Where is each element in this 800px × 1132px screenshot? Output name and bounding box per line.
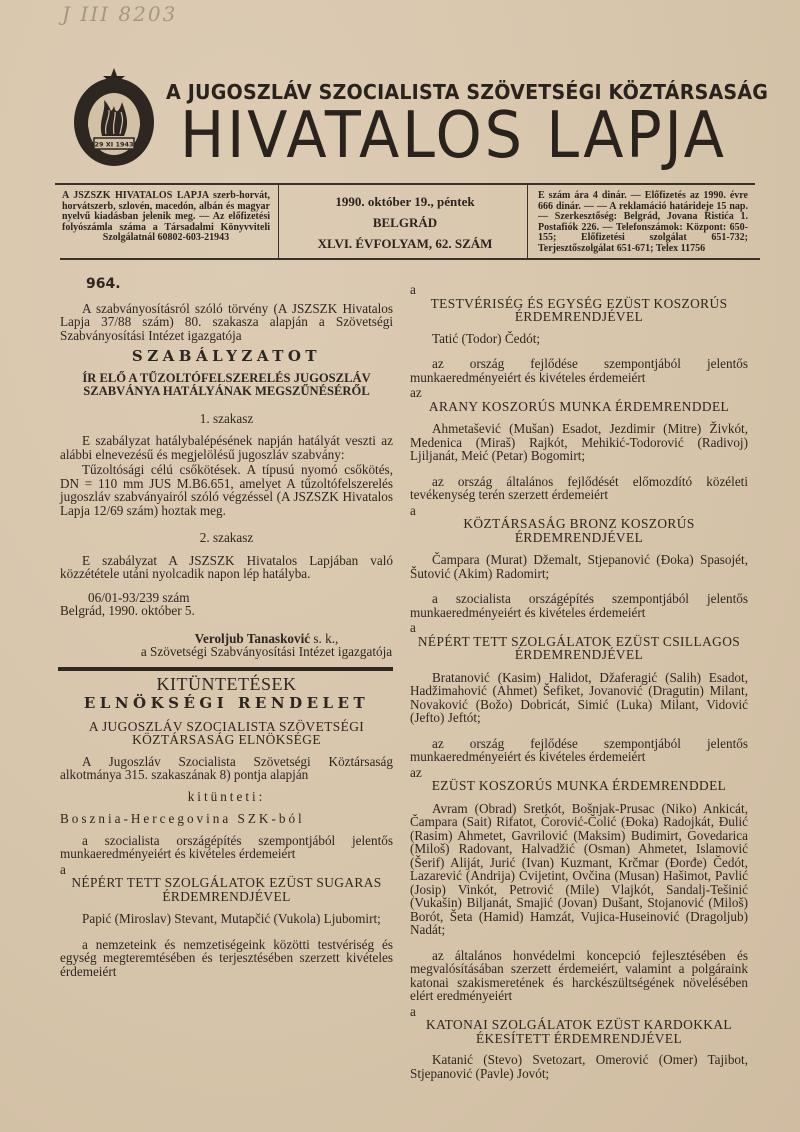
recipient-names: Ahmetašević (Mušan) Esadot, Jezdimir (Mitre) Živkót, Medenica (Miraš) Rajkót, Mehikić-Todorović (Radivoj) Ljiljanát, Meić (Petar) Bogomirt; [410,421,748,463]
order-name: ARANY KOSZORÚS MUNKA ÉRDEMRENDDEL [428,398,730,414]
decree-type: ELNÖKSÉGI RENDELET [83,694,370,712]
emblem-date: 29 XI 1943 [94,140,134,149]
region-heading: Bosznia-Hercegovina SZK-ból [60,811,305,826]
section-2-text: E szabályzat A JSZSZK Hivatalos Lapjában való közzététele utáni nyolcadik napon lép hatályba. [60,552,393,581]
preamble: A szabványosításról szóló törvény (A JSZSZK Hivatalos Lapja 37/88 szám) 80. szakasza alapján a Szövetségi Szabványosítási Intézet igazgatója [60,300,393,343]
merit-text: az ország általános fejlődését előmozdító közéleti tevékenység terén szerzett érdemeiért [410,473,748,502]
recipient-names: Papić (Miroslav) Stevant, Mutapčić (Vukola) Ljubomirt; [82,911,381,926]
header-rule-top [55,183,755,185]
signature-block [140,632,393,659]
article: a [410,620,416,635]
left-column [60,278,393,986]
order-name: KÖZTÁRSASÁG BRONZ KOSZORÚS ÉRDEMRENDJÉVEL [463,516,695,545]
decree-verb: kitünteti: [187,788,266,804]
section-1-text: E szabályzat hatálybalépésének napján hatályát veszti az alábbi elnevezésű és megjelölésű jugoszláv szabvány: [60,433,393,462]
recipient-names: Tatić (Todor) Čedót; [432,330,541,346]
header-rule-bottom [60,258,760,260]
state-emblem-icon [68,66,160,171]
recipient-names: Katanić (Stevo) Svetozart, Omerović (Omer) Tajibot, Stjepanović (Pavle) Jovót; [410,1052,748,1081]
legal-basis: A Jugoszláv Szocialista Szövetségi Köztársaság alkotmánya 315. szakaszának 8) pontja alapján [60,753,393,782]
masthead [60,58,769,176]
section-1-heading: 1. szakasz [199,410,254,426]
merit-text: a nemzeteink és nemzetiségeink közötti testvériség és egység megteremtésében és terjesztésében szerzett kivételes érdemeiért [60,936,393,979]
article: a [410,502,416,518]
issuer: A JUGOSZLÁV SZOCIALISTA SZÖVETSÉGI KÖZTÁRSASÁG ELNÖKSÉGE [88,718,365,747]
header-divider [278,185,279,258]
reference-number: 06/01-93/239 szám [88,589,190,605]
section-1-item: Tűzoltósági célú csőkötések. A típusú nyomó csőkötés, DN = 110 mm JUS M.B6.651, amelyet A tűzoltófelszerelés jugoszláv szabványairól szóló végzéssel (A JSZSZK Hivatalos Lapja 12/69 szám) hoztak meg. [60,462,393,518]
section-divider [58,667,393,671]
order-name: NÉPÉRT TETT SZOLGÁLATOK EZÜST CSILLAGOS ÉRDEMRENDJÉVEL [417,633,741,662]
place-date: Belgrád, 1990. október 5. [60,603,195,618]
merit-text: az ország fejlődése szempontjából jelentős munkaeredményeiért és kivételes érdemeiért [410,356,748,385]
doc-type: SZABÁLYZATOT [131,347,322,365]
item-number: 964. [86,276,121,292]
right-column [410,283,748,1088]
order-name: TESTVÉRISÉG ÉS EGYSÉG EZÜST KOSZORÚS ÉRDEMRENDJÉVEL [430,295,728,324]
archive-handwritten-mark: J III 8203 [62,2,178,26]
section-2-heading: 2. szakasz [199,530,254,545]
masthead-subtitle: A JUGOSZLÁV SZOCIALISTA SZÖVETSÉGI KÖZTÁRSASÁG [166,80,769,104]
masthead-title: HIVATALOS LAPJA [180,99,727,173]
header-issue-info [290,187,520,260]
recipient-names: Avram (Obrad) Sretkót, Bošnjak-Prusac (Niko) Ankicát, Čampara (Sait) Rifatot, Ćorović-Čolić (Đoka) Radojkát, Đulić (Rasim) Ahmetet, Gavrilović (Maksim) Budimirt, Govedarica (Miloš) Radovant, Halvadžić (Osman) Ahmetet, Islamović (Šerif) Aliját, Jurić (Ivan) Kuzmant, Krčmar (Đorđe) Čedót, Lazarević (Andrija) Cvijetint, Ovčina (Musan) Hašimot, Pavlić (Josip) Vinkót, Petrović (Mile) Vlajkót, Sandalj-Tešinić (Vukašin) Biljanát, Smajić (Jovan) Dušant, Stojanović (Miloš) Borót, Šeta (Hamid) Hamzát, Vujica-Huseinović (Dragoljub) Nadát; [410,800,748,937]
signer-suffix: s. k., [310,630,339,646]
issue-city: BELGRÁD [372,215,438,230]
signer-name: Veroljub Tanasković [194,630,311,646]
issue-date: 1990. október 19., péntek [335,194,475,209]
merit-text: a szocialista országépítés szempontjából jelentős munkaeredményeiért és kivételes érdemeiért [410,591,748,620]
header-publication-info: A JSZSZK HIVATALOS LAPJA szerb-horvát, horvátszerb, szlovén, macedón, albán és magyar nyelvű kiadásban jelenik meg. — Az előfizetési folyószámla száma a Társadalmi Könyvviteli Szolgálatnál 60802-603-21943 [62,190,270,243]
article: a [60,861,66,877]
article: az [410,764,422,780]
header-divider [527,185,528,258]
doc-title: ÍR ELŐ A TŰZOLTÓFELSZERELÉS JUGOSZLÁV SZABVÁNYA HATÁLYÁNAK MEGSZŰNÉSÉRŐL [82,370,371,398]
merit-text: az általános honvédelmi koncepció fejlesztésében és megvalósításában szerzett érdemeiért, valamint a polgáraink katonai szakismeretének és harckészültségének növelésében elért eredményeiért [410,947,748,1003]
article: a [410,282,416,297]
signer-title: a Szövetségi Szabványosítási Intézet igazgatója [140,644,393,659]
header-price-contact: E szám ára 4 dinár. — Előfizetés az 1990. évre 666 dinár. — — A reklamáció határideje 15 nap. — Szerkesztőség: Belgrád, Jovana Ristića 1. Postafiók 226. — Telefonszámok: Központ: 650-155; Előfizetési szolgálat 651-732; Terjesztőszolgálat 651-671; Telex 11756 [538,190,748,254]
order-name: KATONAI SZOLGÁLATOK EZÜST KARDOKKAL ÉKESÍTETT ÉRDEMRENDJÉVEL [426,1017,732,1046]
order-name: NÉPÉRT TETT SZOLGÁLATOK EZÜST SUGARAS ÉRDEMRENDJÉVEL [71,875,382,904]
issue-volume: XLVI. ÉVFOLYAM, 62. SZÁM [317,236,493,251]
awards-heading: KITÜNTETÉSEK [156,673,297,694]
order-name: EZÜST KOSZORÚS MUNKA ÉRDEMRENDDEL [431,778,727,793]
article: a [410,1003,416,1019]
recipient-names: Bratanović (Kasim) Halidot, Džaferagić (Salih) Esadot, Hadžimahović (Ahmet) Šefiket, Jovanović (Dragutin) Milant, Novaković (Božo) Dobricát, Simić (Luka) Milant, Vidović (Jefto) Jeftót; [410,669,748,725]
merit-text: a szocialista országépítés szempontjából jelentős munkaeredményeiért és kivételes érdemeiért [60,832,393,861]
recipient-names: Čampara (Murat) Džemalt, Stjepanović (Đoka) Spasojét, Šutović (Akim) Radomirt; [410,552,748,581]
article: az [410,385,422,400]
merit-text: az ország fejlődése szempontjából jelentős munkaeredményeiért és kivételes érdemeiért [410,735,748,764]
